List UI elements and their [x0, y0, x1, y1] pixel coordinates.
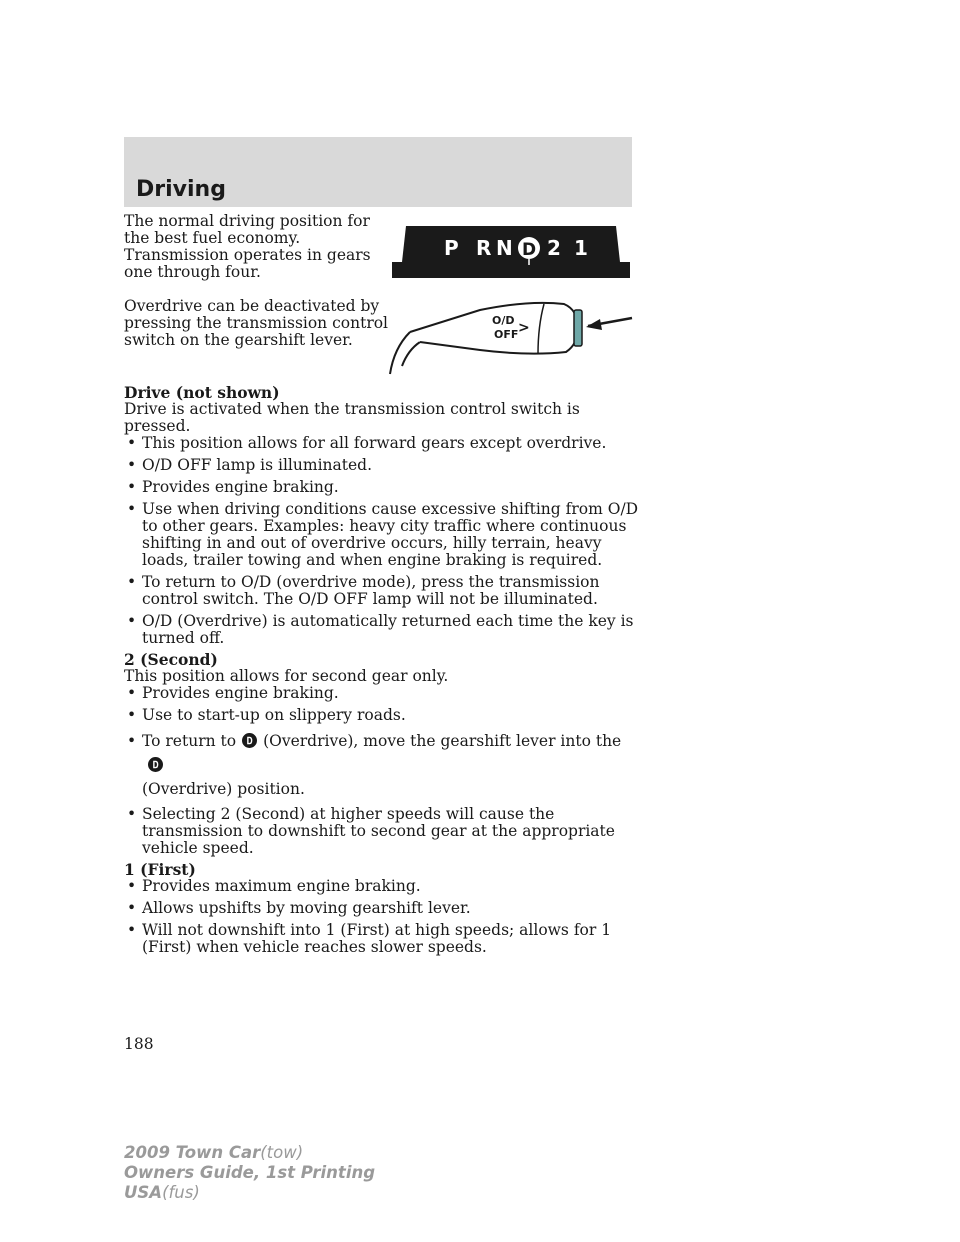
page-number: 188 [124, 1035, 154, 1053]
gear-r: R [476, 236, 492, 260]
gear-n: N [496, 236, 513, 260]
list-item: • Will not downshift into 1 (First) at high speeds; allows for 1 (First) when vehicle reaches slower speeds. [127, 921, 612, 956]
switch-label-off: OFF [494, 328, 519, 341]
overdrive-d-icon [242, 733, 257, 748]
second-bullet-list [124, 685, 644, 857]
gear-indicator-figure [392, 222, 630, 280]
section-header [124, 137, 632, 207]
gear-d: D [522, 240, 537, 260]
list-item: • Allows upshifts by moving gearshift lever. [127, 899, 471, 917]
list-item: • To return to O/D (overdrive mode), press the transmission control switch. The O/D OFF lamp will not be illuminated. [127, 573, 600, 608]
intro-paragraph-1: The normal driving position for the best fuel economy. Transmission operates in gears one through four. [124, 212, 371, 281]
list-item: • Provides engine braking. [127, 684, 339, 702]
gear-p: P [444, 236, 459, 260]
first-heading: 1 (First) [124, 860, 196, 879]
drive-heading: Drive (not shown) [124, 383, 280, 402]
list-item: • Use to start-up on slippery roads. [127, 706, 406, 724]
list-item: • This position allows for all forward gears except overdrive. [127, 434, 607, 452]
footer-printing: Owners Guide, 1st Printing [124, 1163, 376, 1182]
gearshift-lever-figure [388, 296, 638, 378]
list-item: • O/D OFF lamp is illuminated. [127, 456, 372, 474]
footer-market-code: (fus) [162, 1183, 200, 1202]
footer [124, 1143, 375, 1203]
list-item: • Provides engine braking. [127, 478, 339, 496]
first-bullet-list [124, 878, 644, 956]
drive-bullet-list [124, 435, 644, 647]
list-item: • Selecting 2 (Second) at higher speeds will cause the transmission to downshift to second gear at the appropriate vehicle speed. [127, 805, 615, 857]
list-item: • Use when driving conditions cause excessive shifting from O/D to other gears. Examples: heavy city traffic where continuous shifting in and out of overdrive occurs, hilly terrain, heavy loads, trailer towing and when engine braking is required. [127, 500, 639, 569]
gear-2: 2 [547, 236, 561, 260]
switch-label-od: O/D [492, 314, 515, 327]
list-item: • O/D (Overdrive) is automatically returned each time the key is turned off. [127, 612, 634, 647]
section-title: Driving [136, 177, 226, 202]
overdrive-d-icon [148, 757, 163, 772]
drive-intro: Drive is activated when the transmission control switch is pressed. [124, 400, 580, 435]
second-heading: 2 (Second) [124, 650, 218, 669]
intro-paragraph-2: Overdrive can be deactivated by pressing the transmission control switch on the gearshift lever. [124, 297, 389, 349]
second-intro: This position allows for second gear only. [124, 667, 449, 685]
gear-1: 1 [574, 236, 588, 260]
footer-model-code: (tow) [260, 1143, 304, 1162]
list-item: • To return to (Overdrive), move the gearshift lever into the (Overdrive) position. [127, 732, 622, 798]
list-item: • Provides maximum engine braking. [127, 877, 421, 895]
footer-market: USA [124, 1183, 163, 1202]
footer-model: 2009 Town Car [124, 1143, 261, 1162]
switch-chevron: > [518, 320, 530, 336]
body-content [124, 384, 644, 961]
